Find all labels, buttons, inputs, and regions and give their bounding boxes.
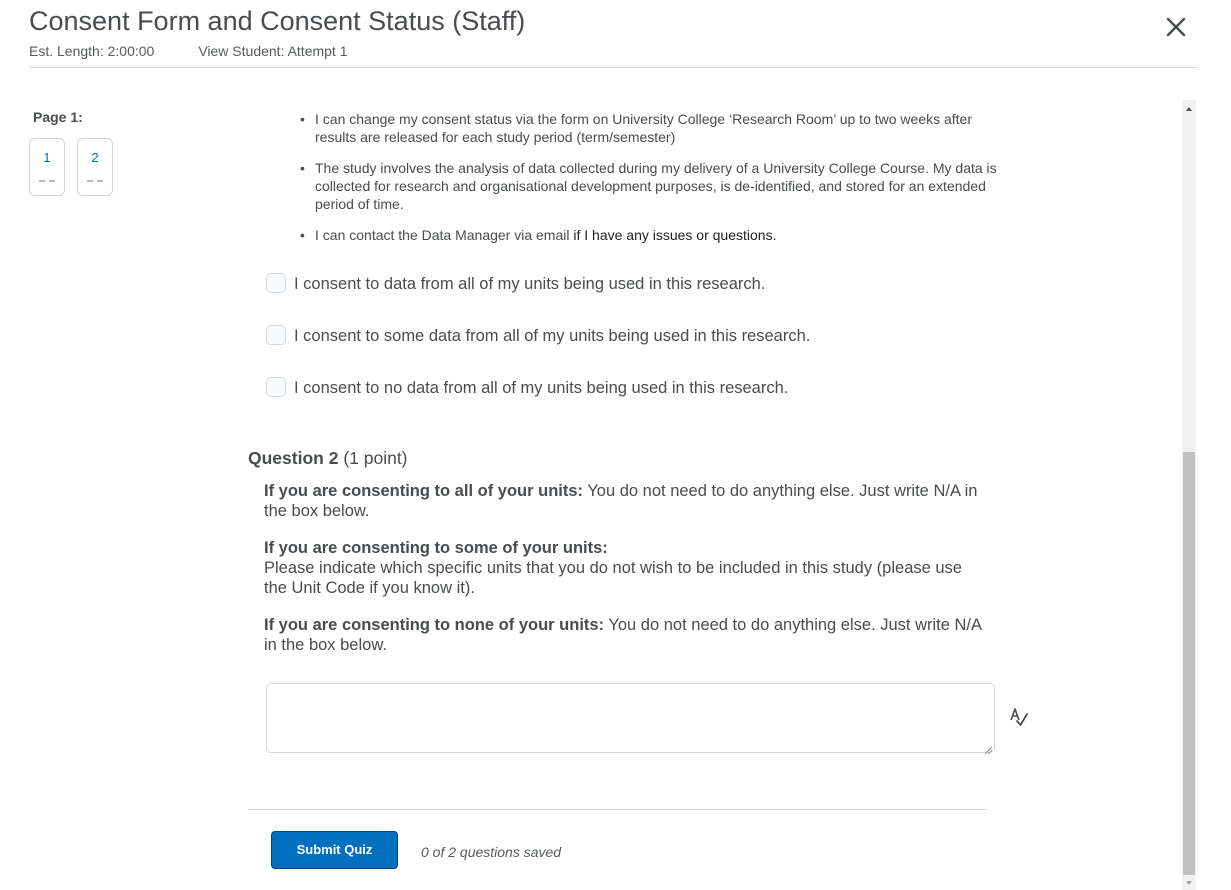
page-label: Page 1: [33, 109, 83, 125]
spellcheck-icon[interactable] [1008, 706, 1030, 728]
header-divider [29, 67, 1198, 68]
option-label: I consent to no data from all of my units being used in this research. [294, 379, 789, 397]
page-number: 2 [91, 150, 99, 165]
checkbox[interactable] [266, 325, 286, 345]
view-student-attempt: View Student: Attempt 1 [198, 43, 348, 59]
instruction-all: If you are consenting to all of your units: You do not need to do anything else. Just write N/A in the box below. [264, 482, 978, 520]
question-2-heading [248, 448, 408, 469]
list-item: • I can contact the Data Manager via email if I have any issues or questions. [300, 226, 1000, 244]
unanswered-indicator [39, 180, 55, 184]
footer-divider [248, 809, 988, 810]
instruction-some: If you are consenting to some of your units: Please indicate which specific units that you do not wish to be included in this study (please use the Unit Code if you know it). [264, 539, 962, 597]
instruction-none: If you are consenting to none of your units: You do not need to do anything else. Just write N/A in the box below. [264, 616, 982, 654]
submit-quiz-button[interactable]: Submit Quiz [271, 831, 398, 869]
page-2-button[interactable] [77, 138, 113, 196]
page-number: 1 [43, 150, 51, 165]
list-item: • The study involves the analysis of data collected during my delivery of a University College Course. My data is collected for research and organisational development purposes, is de-identified, and stored for an extended period of time. [300, 159, 1000, 213]
answer-textarea[interactable] [266, 683, 995, 753]
est-length: Est. Length: 2:00:00 [29, 43, 155, 59]
close-icon[interactable] [1163, 14, 1189, 40]
consent-terms-list [300, 110, 1000, 257]
page-title: Consent Form and Consent Status (Staff) [29, 6, 526, 36]
page-1-button[interactable] [29, 138, 65, 196]
scroll-down-arrow-icon[interactable] [1186, 881, 1192, 885]
list-item: • I can change my consent status via the form on University College ‘Research Room’ up to two weeks after results are released for each study period (term/semester) [300, 110, 1000, 146]
scroll-up-arrow-icon[interactable] [1186, 107, 1192, 111]
question-2-instructions [264, 481, 984, 672]
option-label: I consent to some data from all of my units being used in this research. [294, 327, 811, 345]
resize-handle-icon[interactable] [984, 742, 992, 750]
checkbox[interactable] [266, 273, 286, 293]
option-label: I consent to data from all of my units being used in this research. [294, 275, 766, 293]
quiz-header [0, 0, 1231, 70]
question-label: Question 2 [248, 448, 339, 468]
scrollbar-thumb[interactable] [1183, 452, 1195, 875]
unanswered-indicator [87, 180, 103, 184]
quiz-meta [29, 43, 348, 59]
checkbox[interactable] [266, 377, 286, 397]
question-points: (1 point) [343, 448, 408, 468]
save-status: 0 of 2 questions saved [421, 844, 562, 860]
